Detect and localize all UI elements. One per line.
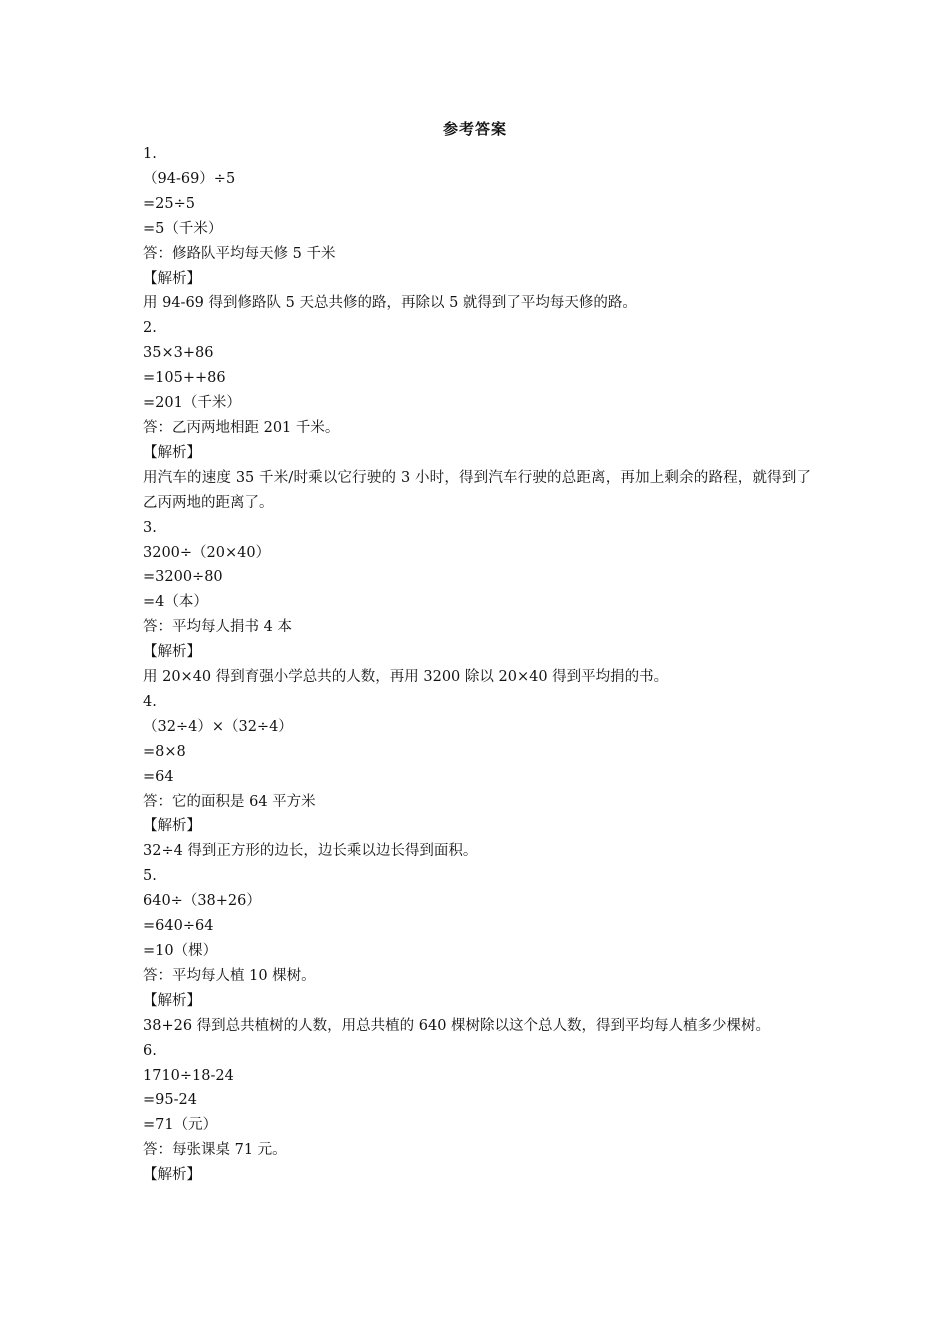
question-number: 4. [143, 693, 157, 710]
answer-block-3 [143, 516, 811, 690]
answer-statement: 答：平均每人植 10 棵树。 [143, 967, 316, 984]
answer-block-2 [143, 316, 811, 515]
calculation-step: =201（千米） [143, 395, 241, 412]
calculation-step: =640÷64 [143, 918, 214, 935]
answer-block-5 [143, 864, 811, 1038]
analysis-label: 【解析】 [143, 992, 201, 1009]
calculation-step: =64 [143, 768, 174, 785]
analysis-text: 用 94-69 得到修路队 5 天总共修的路，再除以 5 就得到了平均每天修的路。 [143, 295, 637, 312]
analysis-text: 32÷4 得到正方形的边长，边长乘以边长得到面积。 [143, 843, 478, 860]
answer-statement: 答：修路队平均每天修 5 千米 [143, 245, 336, 262]
question-number: 6. [143, 1042, 157, 1059]
analysis-text: 用汽车的速度 35 千米/时乘以它行驶的 3 小时，得到汽车行驶的总距离，再加上剩余的路程，就得到了乙丙两地的距离了。 [143, 469, 811, 511]
answer-statement: 答：每张课桌 71 元。 [143, 1142, 287, 1159]
analysis-text: 用 20×40 得到育强小学总共的人数，再用 3200 除以 20×40 得到平均捐的书。 [143, 669, 669, 686]
answer-statement: 答：乙丙两地相距 201 千米。 [143, 419, 340, 436]
calculation-step: 1710÷18-24 [143, 1067, 234, 1084]
question-number: 3. [143, 519, 157, 536]
calculation-step: =5（千米） [143, 220, 223, 237]
analysis-label: 【解析】 [143, 444, 201, 461]
calculation-step: 35×3+86 [143, 345, 214, 362]
calculation-step: =95-24 [143, 1092, 197, 1109]
answer-block-4 [143, 690, 811, 864]
analysis-label: 【解析】 [143, 644, 201, 661]
calculation-step: =3200÷80 [143, 569, 223, 586]
page-title: 参考答案 [442, 120, 507, 138]
answer-statement: 答：它的面积是 64 平方米 [143, 793, 316, 810]
analysis-label: 【解析】 [143, 270, 201, 287]
analysis-label: 【解析】 [143, 818, 201, 835]
calculation-step: （94-69）÷5 [143, 170, 236, 187]
answer-statement: 答：平均每人捐书 4 本 [143, 619, 292, 636]
answer-list [143, 142, 811, 1188]
question-number: 2. [143, 320, 157, 337]
calculation-step: 640÷（38+26） [143, 893, 261, 910]
calculation-step: （32÷4）×（32÷4） [143, 718, 293, 735]
calculation-step: =4（本） [143, 594, 208, 611]
answer-block-1 [143, 142, 811, 316]
calculation-step: =105++86 [143, 370, 226, 387]
calculation-step: 3200÷（20×40） [143, 544, 271, 561]
analysis-text: 38+26 得到总共植树的人数，用总共植的 640 棵树除以这个总人数，得到平均每人植多少棵树。 [143, 1017, 771, 1034]
calculation-step: =71（元） [143, 1117, 218, 1134]
answer-block-6 [143, 1039, 811, 1188]
calculation-step: =8×8 [143, 743, 186, 760]
calculation-step: =10（棵） [143, 943, 218, 959]
calculation-step: =25÷5 [143, 195, 195, 212]
analysis-label: 【解析】 [143, 1167, 201, 1184]
question-number: 5. [143, 868, 157, 885]
question-number: 1. [143, 146, 157, 162]
